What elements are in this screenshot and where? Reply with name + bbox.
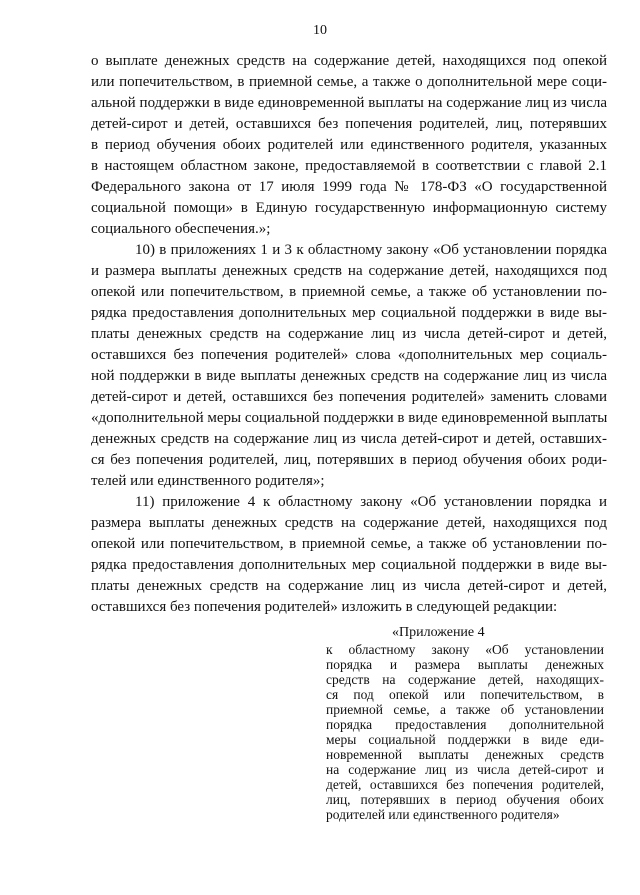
item-11-first-line: 11) приложение 4 к областному закону «Об установлении порядка и	[135, 494, 607, 510]
body-line: социального обеспечения.»;	[91, 221, 271, 237]
appendix-line: на содержание лиц из числа детей-сирот и	[326, 762, 604, 777]
appendix-line: лиц, потерявших в период обучения обоих	[326, 792, 604, 807]
appendix-line: родителей или единственного родителя»	[326, 807, 560, 822]
body-line: опекой или попечительством, в приемной семье, а также об установлении по-	[91, 536, 607, 552]
appendix-line: ся под опекой или попечительством, в	[326, 687, 604, 702]
body-line: рядка предоставления дополнительных мер социальной поддержки в виде вы-	[91, 557, 607, 573]
body-line: социальной помощи» в Единую государственную информационную систему	[91, 200, 607, 216]
body-line: ся без попечения родителей, лиц, потерявших в период обучения обоих роди-	[91, 452, 607, 468]
body-line: ной поддержки в виде выплаты денежных средств на содержание лиц из числа	[91, 368, 607, 384]
body-line: рядка предоставления дополнительных мер социальной поддержки в виде вы-	[91, 305, 607, 321]
appendix-line: порядка предоставления дополнительной	[326, 717, 604, 732]
body-line: телей или единственного родителя»;	[91, 473, 325, 489]
appendix-line: средств на содержание детей, находящих-	[326, 672, 604, 687]
body-line: и размера выплаты денежных средств на содержание детей, находящихся под	[91, 263, 607, 279]
appendix-line: к областному закону «Об установлении	[326, 642, 604, 657]
appendix-line: меры социальной поддержки в виде еди-	[326, 732, 604, 747]
body-line: Федерального закона от 17 июля 1999 года № 178-ФЗ «О государственной	[91, 179, 607, 195]
body-line: альной поддержки в виде единовременной выплаты на содержание лиц из числа	[91, 95, 607, 111]
body-line: в настоящем областном законе, предоставляемой в соответствии с главой 2.1	[91, 158, 607, 174]
body-line: опекой или попечительством, в приемной семье, а также об установлении по-	[91, 284, 607, 300]
appendix-header-block	[326, 624, 604, 822]
body-line: в период обучения обоих родителей или единственного родителя, указанных	[91, 137, 607, 153]
item-10-first-line: 10) в приложениях 1 и 3 к областному закону «Об установлении порядка	[135, 242, 607, 258]
appendix-line: приемной семье, а также об установлении	[326, 702, 604, 717]
body-text	[91, 51, 607, 618]
body-line: оставшихся без попечения родителей» слова «дополнительных мер социаль-	[91, 347, 607, 363]
body-line: размера выплаты денежных средств на содержание детей, находящихся под	[91, 515, 607, 531]
body-line: детей-сирот и детей, оставшихся без попечения родителей» заменить словами	[91, 389, 607, 405]
body-line: о выплате денежных средств на содержание детей, находящихся под опекой	[91, 53, 607, 69]
appendix-line: новременной выплаты денежных средств	[326, 747, 604, 762]
body-line: оставшихся без попечения родителей» изложить в следующей редакции:	[91, 599, 558, 615]
body-line: или попечительством, в приемной семье, а также о дополнительной мере соци-	[91, 74, 607, 90]
appendix-line: порядка и размера выплаты денежных	[326, 657, 604, 672]
body-line: платы денежных средств на содержание лиц из числа детей-сирот и детей,	[91, 578, 607, 594]
appendix-line: детей, оставшихся без попечения родителей,	[326, 777, 604, 792]
body-line: «дополнительной меры социальной поддержки в виде единовременной выплаты	[91, 410, 608, 426]
body-line: денежных средств на содержание лиц из числа детей-сирот и детей, оставших-	[91, 431, 607, 447]
body-line: детей-сирот и детей, оставшихся без попечения родителей, лиц, потерявших	[91, 116, 607, 132]
body-line: платы денежных средств на содержание лиц из числа детей-сирот и детей,	[91, 326, 607, 342]
appendix-title: «Приложение 4	[392, 625, 485, 640]
page-number: 10	[313, 23, 327, 38]
